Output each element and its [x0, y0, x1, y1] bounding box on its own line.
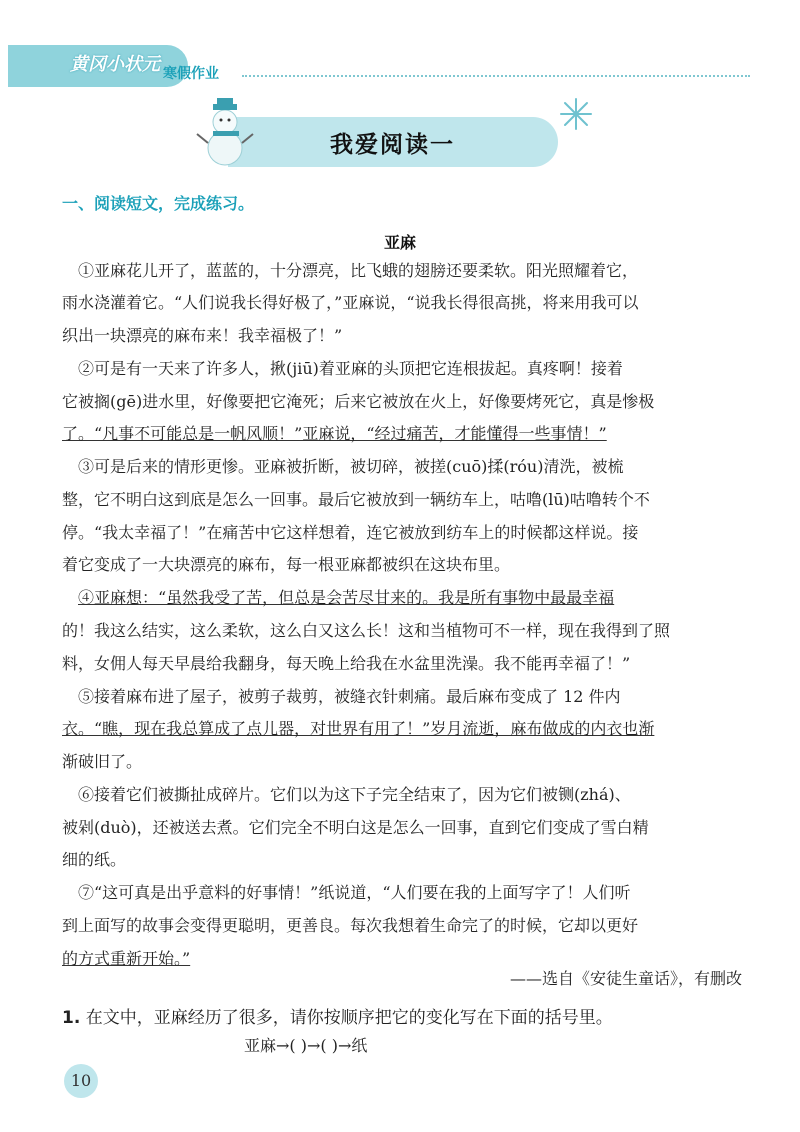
- question-text: 在文中，亚麻经历了很多，请你按顺序把它的变化写在下面的括号里。: [85, 1008, 613, 1028]
- passage-line-underlined: 的方式重新开始。”: [62, 949, 191, 968]
- passage-line: ⑦“这可真是出乎意料的好事情！”纸说道，“人们要在我的上面写字了！人们听: [78, 883, 631, 902]
- passage-line: 停。“我太幸福了！”在痛苦中它这样想着，连它被放到纺车上的时候都这样说。接: [62, 523, 639, 542]
- question-number: 1.: [62, 1008, 81, 1028]
- passage-line: 细的纸。: [62, 850, 127, 869]
- passage-line: 整，它不明白这到底是怎么一回事。最后它被放到一辆纺车上，咕噜(lū)咕噜转个不: [62, 490, 650, 509]
- passage-line-underlined: ④亚麻想：“虽然我受了苦，但总是会苦尽甘来的。我是所有事物中最最幸福: [78, 588, 615, 607]
- subject-label: 寒假作业: [163, 66, 219, 82]
- passage-line: ⑥接着它们被撕扯成碎片。它们以为这下子完全结束了，因为它们被铡(zhá)、: [78, 785, 631, 804]
- passage-line: 着它变成了一大块漂亮的麻布，每一根亚麻都被织在这块布里。: [62, 555, 511, 574]
- snowflake-icon: [558, 96, 594, 132]
- passage-line: 料，女佣人每天早晨给我翻身，每天晚上给我在水盆里洗澡。我不能再幸福了！”: [62, 654, 631, 673]
- passage-line: ①亚麻花儿开了，蓝蓝的，十分漂亮，比飞蛾的翅膀还要柔软。阳光照耀着它，: [78, 261, 639, 280]
- passage-line: 它被搁(gē)进水里，好像要把它淹死；后来它被放在火上，好像要烤死它，真是惨极: [62, 392, 655, 411]
- passage-line: 渐破旧了。: [62, 752, 143, 771]
- source-citation: ——选自《安徒生童话》，有删改: [509, 969, 742, 988]
- passage-line: ②可是有一天来了许多人，揪(jiū)着亚麻的头顶把它连根拔起。真疼啊！接着: [78, 359, 623, 378]
- passage-line: ③可是后来的情形更惨。亚麻被折断，被切碎，被搓(cuō)揉(róu)清洗，被梳: [78, 457, 624, 476]
- passage-line: 被剁(duò)，还被送去煮。它们完全不明白这是怎么一回事，直到它们变成了雪白精: [62, 818, 649, 837]
- passage-line: 雨水浇灌着它。“人们说我长得好极了，”亚麻说，“说我长得很高挑，将来用我可以: [62, 293, 639, 312]
- passage-line: ⑤接着麻布进了屋子，被剪子裁剪，被缝衣针刺痛。最后麻布变成了 12 件内: [78, 687, 621, 706]
- answer-flow-blanks[interactable]: 亚麻→( )→( )→纸: [244, 1036, 368, 1055]
- section-heading: 一、阅读短文，完成练习。: [62, 194, 255, 213]
- page-title: 我爱阅读一: [330, 132, 455, 158]
- passage-line: 织出一块漂亮的麻布来！我幸福极了！”: [62, 326, 343, 345]
- passage-line-underlined: 衣。“瞧，现在我总算成了点儿器，对世界有用了！”岁月流逝，麻布做成的内衣也渐: [62, 719, 655, 738]
- passage-line: 的！我这么结实，这么柔软，这么白又这么长！这和当植物可不一样，现在我得到了照: [62, 621, 671, 640]
- header-dotted-line: [242, 75, 750, 77]
- page-number: 10: [64, 1064, 98, 1098]
- passage-title: 亚麻: [383, 233, 416, 252]
- brand-logo: 黄冈小状元: [70, 54, 160, 75]
- snowman-icon: [195, 98, 255, 168]
- question-1: [62, 1003, 613, 1028]
- passage-line-underlined: 了。“凡事不可能总是一帆风顺！”亚麻说，“经过痛苦，才能懂得一些事情！”: [62, 424, 607, 443]
- passage-line: 到上面写的故事会变得更聪明，更善良。每次我想着生命完了的时候，它却以更好: [62, 916, 639, 935]
